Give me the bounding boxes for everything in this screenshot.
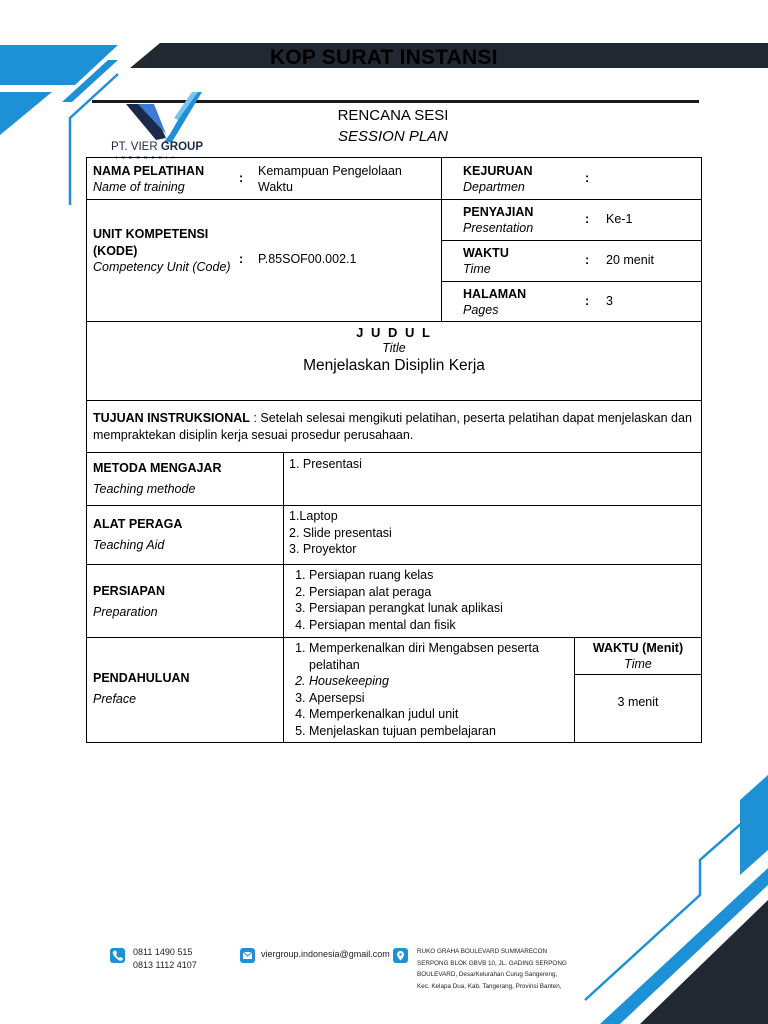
persiapan-label-cell bbox=[87, 565, 284, 638]
halaman-value: 3 bbox=[606, 294, 613, 308]
judul-label-en: Title bbox=[382, 341, 406, 355]
unit-kompetensi-cell: UNIT KOMPETENSI (KODE) Competency Unit (Code) : P.85SOF00.002.1 bbox=[87, 200, 442, 322]
footer-address: RUKO GRAHA BOULEVARD SUMMARECON SERPONG BLOK GBVB 10, JL. GADING SERPONG BOULEVARD, Desa/Kelurahan Curug Sangereng, Kec. Kelapa Dua, Kab. Tangerang, Provinsi Banten, bbox=[417, 948, 567, 990]
judul-label: J U D U L bbox=[356, 325, 432, 340]
pendahuluan-label-cell bbox=[87, 638, 284, 743]
alat-label-cell bbox=[87, 506, 284, 565]
logo-brand: PT. VIER GROUP bbox=[111, 141, 204, 153]
alat-label: ALAT PERAGA bbox=[93, 517, 183, 531]
nama-label-en: Name of training bbox=[93, 180, 185, 194]
page-title: RENCANA SESI bbox=[337, 107, 449, 124]
pendahuluan-waktu-value: 3 menit bbox=[617, 695, 659, 709]
alat-value-cell bbox=[284, 506, 702, 565]
metoda-label-cell bbox=[87, 453, 284, 506]
persiapan-label: PERSIAPAN bbox=[93, 584, 166, 598]
pendahuluan-item: 5. Menjelaskan tujuan pembelajaran bbox=[309, 723, 574, 740]
waktu-label: WAKTU bbox=[463, 246, 509, 260]
halaman-label-en: Pages bbox=[463, 303, 499, 317]
pendahuluan-waktu-label: WAKTU (Menit) bbox=[592, 641, 684, 655]
tujuan-text: : Setelah selesai mengikuti pelatihan, peserta pelatihan dapat menjelaskan dan mempraktekan disiplin kerja sesuai prosedur perusahaan. bbox=[93, 411, 692, 442]
unit-value: P.85SOF00.002.1 bbox=[258, 252, 357, 266]
tujuan-cell bbox=[87, 401, 702, 453]
kejuruan-label: KEJURUAN bbox=[463, 164, 533, 178]
pendahuluan-item: 2. Housekeeping bbox=[309, 673, 574, 690]
metoda-label-en: Teaching methode bbox=[93, 482, 196, 496]
tujuan-label: TUJUAN INSTRUKSIONAL bbox=[93, 411, 250, 425]
alat-item: 2. Slide presentasi bbox=[289, 525, 392, 540]
nama-pelatihan-cell: NAMA PELATIHAN Name of training : Kemampuan Pengelolaan Waktu bbox=[87, 158, 442, 200]
metoda-item: 1. Presentasi bbox=[289, 457, 362, 471]
kejuruan-label-en: Departmen bbox=[463, 180, 525, 194]
logo-subtitle: INDONESIA bbox=[116, 155, 179, 160]
persiapan-item: 2. Persiapan alat peraga bbox=[309, 584, 701, 601]
judul-cell bbox=[87, 322, 702, 401]
footer-email: viergroup.indonesia@gmail.com bbox=[261, 949, 390, 959]
waktu-value: 20 menit bbox=[606, 253, 654, 267]
penyajian-value: Ke-1 bbox=[606, 212, 633, 226]
penyajian-label: PENYAJIAN bbox=[463, 205, 534, 219]
alat-item: 3. Proyektor bbox=[289, 542, 357, 556]
pendahuluan-waktu-cell bbox=[575, 638, 702, 743]
presentation-info-cell: PENYAJIAN Presentation : Ke-1 WAKTU Time : 20 menit HALAMAN Pages : 3 bbox=[442, 200, 702, 322]
judul-value: Menjelaskan Disiplin Kerja bbox=[303, 357, 485, 374]
alat-item: 1.Laptop bbox=[289, 509, 338, 523]
phone-icon bbox=[110, 948, 125, 963]
nama-label: NAMA PELATIHAN bbox=[93, 164, 205, 178]
kejuruan-cell: KEJURUAN Departmen : bbox=[442, 158, 702, 200]
footer-phone: 0811 1490 515 0813 1112 4107 bbox=[133, 947, 197, 970]
page-subtitle: SESSION PLAN bbox=[337, 128, 449, 145]
alat-label-en: Teaching Aid bbox=[93, 538, 165, 552]
metoda-value-cell bbox=[284, 453, 702, 506]
pendahuluan-item: 3. Apersepsi bbox=[309, 690, 574, 707]
session-plan-table bbox=[86, 157, 702, 743]
unit-label-en: Competency Unit (Code) bbox=[93, 260, 231, 274]
pendahuluan-label: PENDAHULUAN bbox=[93, 671, 190, 685]
letterhead-title: KOP SURAT INSTANSI bbox=[270, 46, 498, 69]
persiapan-value-cell bbox=[284, 565, 702, 638]
penyajian-label-en: Presentation bbox=[463, 221, 534, 235]
pendahuluan-value-cell bbox=[284, 638, 575, 743]
halaman-label: HALAMAN bbox=[463, 287, 527, 301]
waktu-label-en: Time bbox=[463, 262, 491, 276]
nama-value: Kemampuan Pengelolaan Waktu bbox=[258, 164, 402, 194]
pendahuluan-label-en: Preface bbox=[93, 692, 137, 706]
unit-label: UNIT KOMPETENSI (KODE) bbox=[93, 227, 209, 258]
persiapan-item: 4. Persiapan mental dan fisik bbox=[309, 617, 701, 634]
pendahuluan-item: 4. Memperkenalkan judul unit bbox=[309, 706, 574, 723]
bottom-blue-bar bbox=[740, 775, 768, 875]
pendahuluan-waktu-label-en: Time bbox=[624, 657, 652, 671]
persiapan-item: 3. Persiapan perangkat lunak aplikasi bbox=[309, 600, 701, 617]
top-blue-stripe bbox=[0, 45, 118, 85]
persiapan-item: 1. Persiapan ruang kelas bbox=[309, 567, 701, 584]
metoda-label: METODA MENGAJAR bbox=[93, 461, 222, 475]
pendahuluan-item: 1. Memperkenalkan diri Mengabsen peserta pelatihan bbox=[309, 640, 574, 673]
persiapan-label-en: Preparation bbox=[93, 605, 158, 619]
